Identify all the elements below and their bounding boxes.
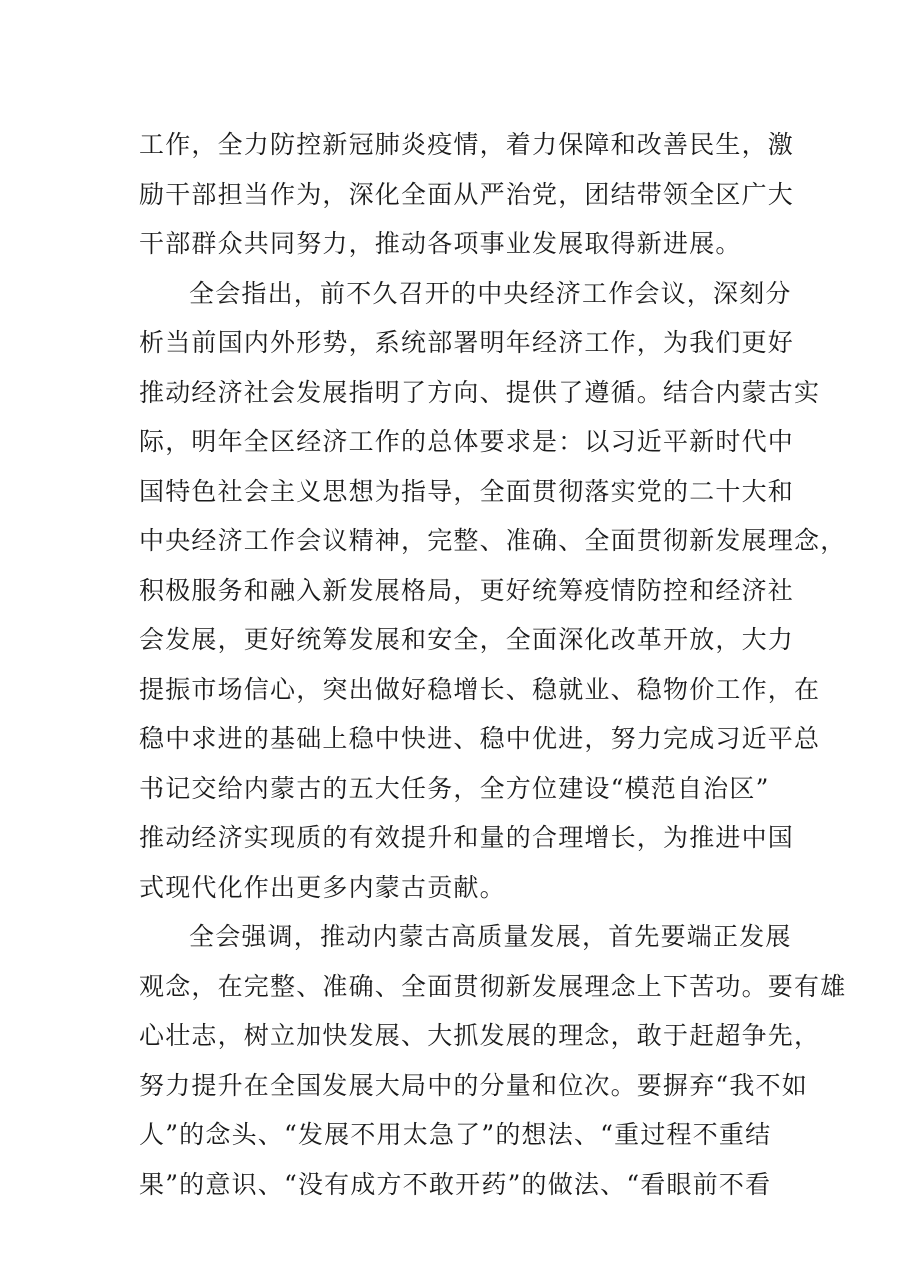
text-line: 推动经济实现质的有效提升和量的合理增长，为推进中国 xyxy=(139,823,795,852)
text-line: 国特色社会主义思想为指导，全面贯彻落实党的二十大和 xyxy=(139,476,795,506)
text-line: 观念，在完整、准确、全面贯彻新发展理念上下苦功。要有雄 xyxy=(139,971,847,1001)
text-line: 式现代化作出更多内蒙古贡献。 xyxy=(139,872,506,902)
body-text xyxy=(139,120,847,1209)
text-line: 会发展，更好统筹发展和安全，全面深化改革开放，大力 xyxy=(139,625,795,654)
text-line: 际，明年全区经济工作的总体要求是：以习近平新时代中 xyxy=(139,427,795,456)
text-line: 全会强调，推动内蒙古高质量发展，首先要端正发展 xyxy=(189,922,792,951)
text-line: 果”的意识、“没有成方不敢开药”的做法、“看眼前不看 xyxy=(139,1169,772,1199)
text-line: 努力提升在全国发展大局中的分量和位次。要摒弃“我不如 xyxy=(139,1070,808,1100)
text-line: 工作，全力防控新冠肺炎疫情，着力保障和改善民生，激 xyxy=(139,130,795,159)
text-line: 中央经济工作会议精神，完整、准确、全面贯彻新发展理念， xyxy=(139,526,847,555)
text-line: 励干部担当作为，深化全面从严治党，团结带领全区广大 xyxy=(139,179,795,209)
text-line: 积极服务和融入新发展格局，更好统筹疫情防控和经济社 xyxy=(139,575,795,605)
text-line: 全会指出，前不久召开的中央经济工作会议，深刻分 xyxy=(189,278,792,308)
text-line: 提振市场信心，突出做好稳增长、稳就业、稳物价工作，在 xyxy=(139,674,821,704)
text-line: 心壮志，树立加快发展、大抓发展的理念，敢于赶超争先， xyxy=(139,1021,821,1050)
text-line: 书记交给内蒙古的五大任务，全方位建设“模范自治区” xyxy=(139,773,770,803)
text-line: 干部群众共同努力，推动各项事业发展取得新进展。 xyxy=(139,229,742,258)
text-line: 推动经济社会发展指明了方向、提供了遵循。结合内蒙古实 xyxy=(139,377,821,407)
text-line: 稳中求进的基础上稳中快进、稳中优进，努力完成习近平总 xyxy=(139,724,821,753)
text-line: 析当前国内外形势，系统部署明年经济工作，为我们更好 xyxy=(139,328,795,357)
text-line: 人”的念头、“发展不用太急了”的想法、“重过程不重结 xyxy=(139,1120,772,1149)
